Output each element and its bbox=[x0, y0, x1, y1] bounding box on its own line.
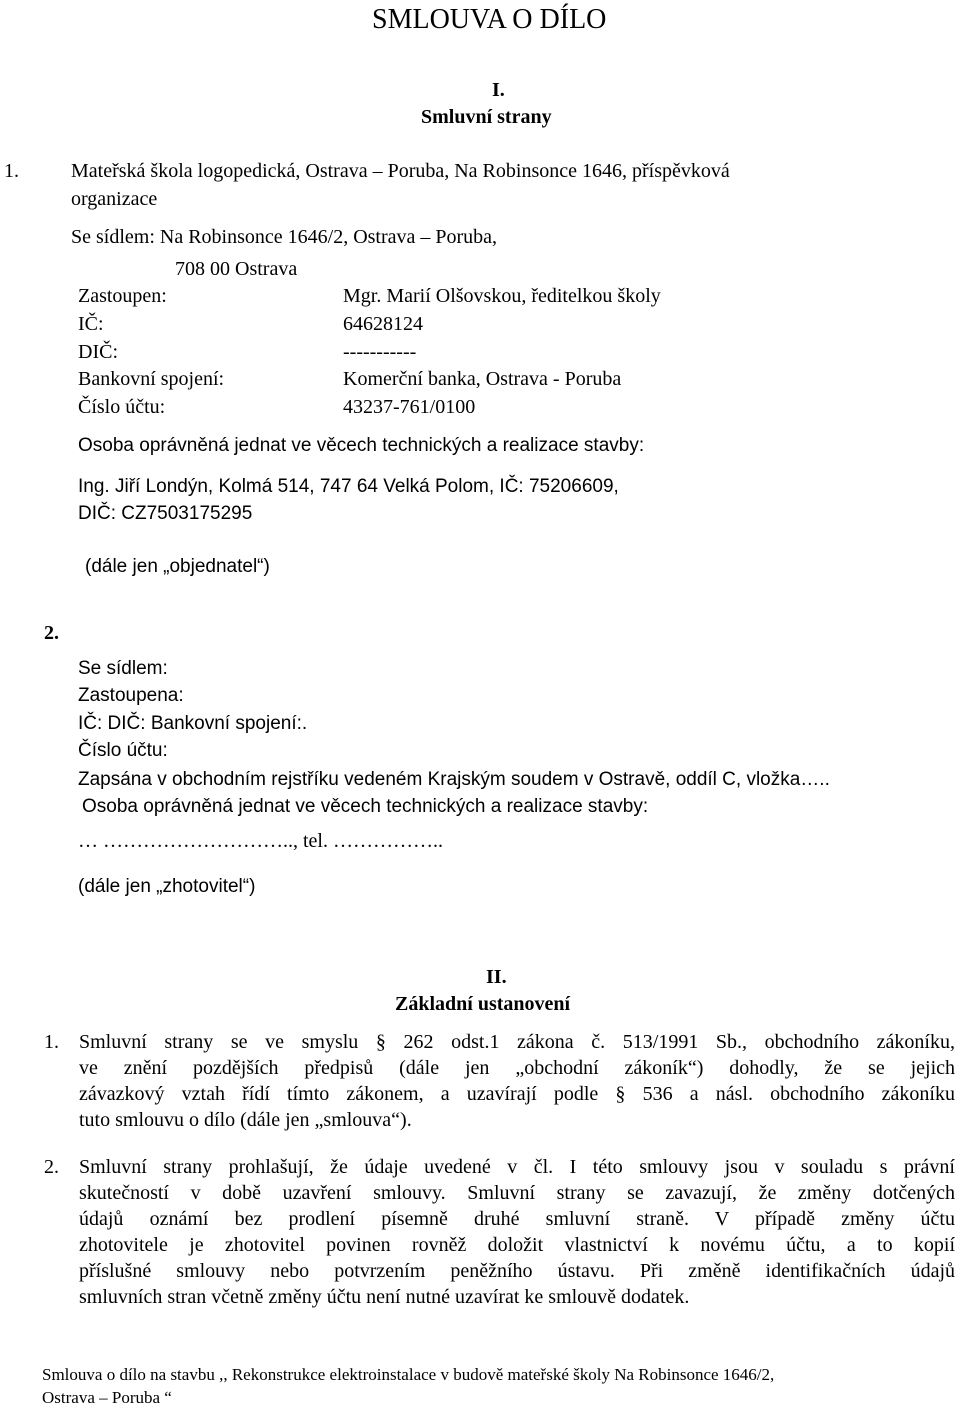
party-1-number: 1. bbox=[4, 160, 19, 182]
party-2-ids: IČ: DIČ: Bankovní spojení:. bbox=[78, 713, 308, 734]
clause-2-line: Smluvní strany prohlašují, že údaje uvedené v čl. I této smlouvy jsou v souladu s právní bbox=[79, 1156, 955, 1178]
document-title: SMLOUVA O DÍLO bbox=[372, 4, 607, 35]
party-2-register: Zapsána v obchodním rejstříku vedeném Krajským soudem v Ostravě, oddíl C, vložka….. bbox=[78, 769, 830, 790]
section-1-heading: Smluvní strany bbox=[421, 106, 552, 128]
footer-line-1: Smlouva o dílo na stavbu ,, Rekonstrukce elektroinstalace v budově mateřské školy Na Robinsonce 1646/2, bbox=[42, 1365, 775, 1384]
party-2-authorized-blank: … ……………………….., tel. …………….. bbox=[78, 830, 443, 852]
clause-1-line: ve znění pozdějších předpisů (dále jen „obchodní zákoník“) dohodly, že se jejich bbox=[79, 1057, 955, 1079]
section-1-number: I. bbox=[492, 79, 505, 101]
party-2-alias: (dále jen „zhotovitel“) bbox=[78, 876, 256, 897]
section-2-heading: Základní ustanovení bbox=[395, 993, 571, 1015]
party-1-rep-label: Zastoupen: bbox=[78, 285, 167, 307]
clause-1-text bbox=[79, 1029, 955, 1133]
party-1-account-value: 43237-761/0100 bbox=[343, 396, 476, 418]
party-1-bank-label: Bankovní spojení: bbox=[78, 368, 225, 390]
clause-2-line: zhotovitele je zhotovitel povinen rovněž doložit vlastnictví k novému účtu, a to kopií bbox=[79, 1234, 955, 1256]
clause-1-line: závazkový vztah řídí tímto zákonem, a uzavírají podle § 536 a násl. obchodního zákoníku bbox=[79, 1083, 955, 1105]
clause-2-line: údajů oznámí bez prodlení písemně druhé smluvní straně. V případě změny účtu bbox=[79, 1208, 955, 1230]
party-1-name-cont: organizace bbox=[71, 188, 158, 210]
party-1-authorized-dic: DIČ: CZ7503175295 bbox=[78, 503, 253, 524]
party-2-number: 2. bbox=[44, 622, 59, 644]
clause-1-line: Smluvní strany se ve smyslu § 262 odst.1 zákona č. 513/1991 Sb., obchodního zákoníku, bbox=[79, 1031, 955, 1053]
clause-1-line: tuto smlouvu o dílo (dále jen „smlouva“). bbox=[79, 1109, 412, 1131]
section-2-number: II. bbox=[486, 966, 507, 988]
party-2-account: Číslo účtu: bbox=[78, 740, 168, 761]
party-2-authorized-heading: Osoba oprávněná jednat ve věcech technických a realizace stavby: bbox=[82, 796, 649, 817]
party-1-dic-label: DIČ: bbox=[78, 341, 118, 363]
clause-2-line: příslušné smlouvy nebo potvrzením peněžního ústavu. Při změně identifikačních údajů bbox=[79, 1260, 955, 1282]
party-1-bank-value: Komerční banka, Ostrava - Poruba bbox=[343, 368, 622, 390]
clause-2-line: skutečností v době uzavření smlouvy. Smluvní strany se zavazují, že změny dotčených bbox=[79, 1182, 955, 1204]
party-1-name: Mateřská škola logopedická, Ostrava – Poruba, Na Robinsonce 1646, příspěvková bbox=[71, 160, 730, 182]
party-1-ic-value: 64628124 bbox=[343, 313, 423, 335]
clause-2-text bbox=[79, 1154, 955, 1310]
party-1-authorized-person: Ing. Jiří Londýn, Kolmá 514, 747 64 Velká Polom, IČ: 75206609, bbox=[78, 476, 619, 497]
party-1-account-label: Číslo účtu: bbox=[78, 396, 166, 418]
clause-2-line: smluvních stran včetně změny účtu není nutné uzavírat ke smlouvě dodatek. bbox=[79, 1286, 690, 1308]
party-1-ic-label: IČ: bbox=[78, 313, 104, 335]
party-1-alias: (dále jen „objednatel“) bbox=[85, 556, 270, 577]
clause-2-number: 2. bbox=[44, 1156, 59, 1178]
clause-1-number: 1. bbox=[44, 1031, 59, 1053]
party-2-seat: Se sídlem: bbox=[78, 658, 168, 679]
party-1-authorized-heading: Osoba oprávněná jednat ve věcech technických a realizace stavby: bbox=[78, 435, 645, 456]
party-1-dic-value: ----------- bbox=[343, 341, 417, 363]
party-2-representative: Zastoupena: bbox=[78, 685, 184, 706]
party-1-seat-zip: 708 00 Ostrava bbox=[175, 258, 298, 280]
footer-line-2: Ostrava – Poruba “ bbox=[42, 1388, 172, 1407]
party-1-rep-value: Mgr. Marií Olšovskou, ředitelkou školy bbox=[343, 285, 661, 307]
party-1-seat: Se sídlem: Na Robinsonce 1646/2, Ostrava – Poruba, bbox=[71, 226, 498, 248]
